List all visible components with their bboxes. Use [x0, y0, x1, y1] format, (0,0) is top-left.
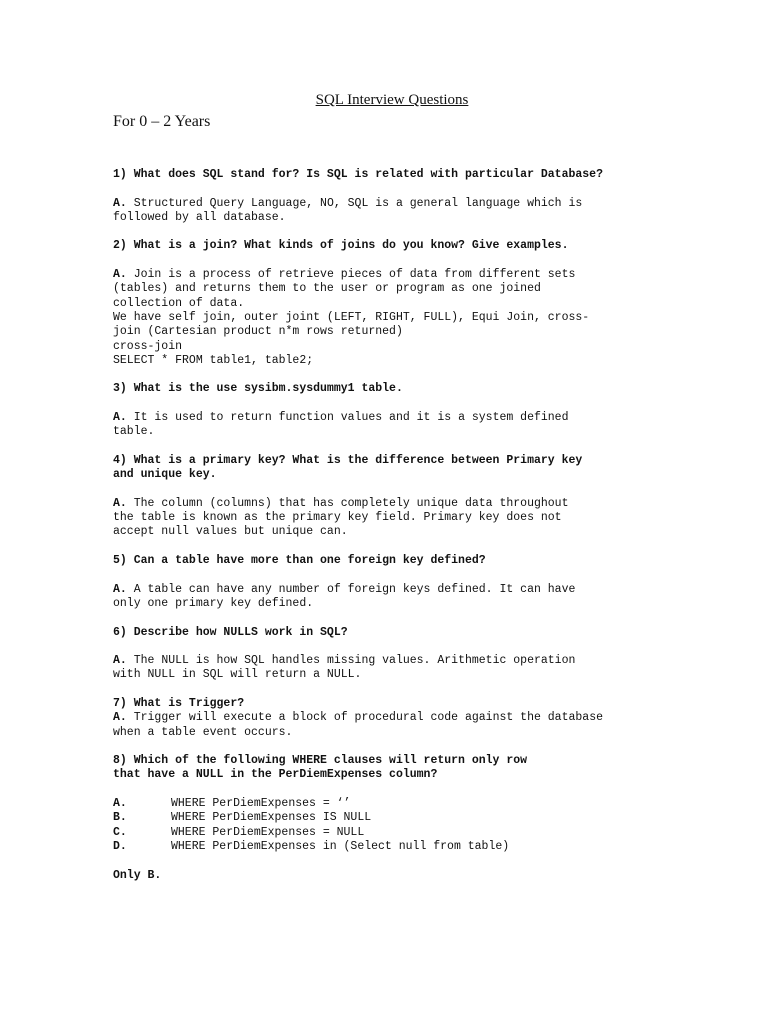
answer-line [113, 197, 673, 211]
qa-item-7 [113, 697, 673, 754]
option-text: WHERE PerDiemExpenses = ‘’ [171, 797, 351, 811]
answer-text: The column (columns) that has completely unique data throughout [126, 496, 569, 510]
answer-text: followed by all database. [113, 210, 286, 224]
question-text: and unique key. [113, 468, 217, 482]
question-text: 8) Which of the following WHERE clauses will return only row [113, 754, 528, 768]
answer-text: with NULL in SQL will return a NULL. [113, 668, 362, 682]
option-a [113, 797, 673, 811]
question-text: 1) What does SQL stand for? Is SQL is related with particular Database? [113, 168, 603, 181]
qa-item-8 [113, 754, 673, 883]
question-text: 4) What is a primary key? What is the difference between Primary key [113, 453, 583, 467]
question-text: 2) What is a join? What kinds of joins do you know? Give examples. [113, 239, 569, 253]
answer-text: only one primary key defined. [113, 596, 314, 610]
answer-text: collection of data. [113, 296, 245, 310]
qa-item-5 [113, 554, 673, 625]
answer-text: We have self join, outer joint (LEFT, RIGHT, FULL), Equi Join, cross- [113, 310, 590, 324]
question-text: 7) What is Trigger? [113, 696, 245, 710]
answer-text: Join is a process of retrieve pieces of data from different sets [126, 268, 576, 282]
document-title: SQL Interview Questions [315, 92, 469, 108]
answer-line [113, 268, 673, 282]
answer-label: A. [113, 268, 127, 282]
option-text: WHERE PerDiemExpenses in (Select null from table) [171, 839, 510, 853]
answer-text: Trigger will execute a block of procedural code against the database [126, 711, 603, 725]
qa-item-3 [113, 382, 673, 453]
option-text: WHERE PerDiemExpenses IS NULL [171, 811, 372, 825]
option-label: B. [113, 811, 127, 825]
qa-item-1 [113, 168, 673, 239]
question-text: that have a NULL in the PerDiemExpenses column? [113, 768, 438, 782]
answer-label: A. [113, 411, 127, 425]
answer-text: accept null values but unique can. [113, 525, 348, 539]
document-subtitle: For 0 – 2 Years [113, 113, 211, 130]
answer-label: A. [113, 711, 127, 725]
answer-text: Structured Query Language, NO, SQL is a general language which is [126, 196, 583, 210]
qa-item-2 [113, 239, 673, 382]
option-b [113, 811, 673, 825]
option-c [113, 826, 673, 840]
qa-item-6 [113, 626, 673, 697]
answer-text: A table can have any number of foreign keys defined. It can have [126, 582, 576, 596]
option-label: A. [113, 797, 127, 811]
answer-label: A. [113, 654, 127, 668]
answer-text: when a table event occurs. [113, 725, 293, 739]
qa-item-4 [113, 454, 673, 554]
answer-label: A. [113, 582, 127, 596]
qa-content [113, 168, 673, 883]
final-answer: Only B. [113, 868, 162, 882]
answer-line [113, 497, 673, 511]
answer-line [113, 583, 673, 597]
option-label: D. [113, 839, 127, 853]
answer-label: A. [113, 196, 127, 210]
answer-text: cross-join [113, 339, 183, 353]
answer-text: join (Cartesian product n*m rows returned) [113, 325, 403, 339]
answer-line [113, 411, 673, 425]
question-text: 6) Describe how NULLS work in SQL? [113, 625, 348, 639]
option-text: WHERE PerDiemExpenses = NULL [171, 825, 365, 839]
answer-text: the table is known as the primary key field. Primary key does not [113, 511, 562, 525]
answer-line [113, 654, 673, 668]
answer-label: A. [113, 496, 127, 510]
answer-text: The NULL is how SQL handles missing values. Arithmetic operation [126, 654, 576, 668]
question-text: 3) What is the use sysibm.sysdummy1 table. [113, 382, 403, 396]
question-text: 5) Can a table have more than one foreign key defined? [113, 554, 486, 568]
answer-text: It is used to return function values and it is a system defined [126, 411, 569, 425]
answer-line [113, 711, 673, 725]
answer-text: table. [113, 425, 155, 439]
option-label: C. [113, 825, 127, 839]
option-d [113, 840, 673, 854]
answer-text: (tables) and returns them to the user or program as one joined [113, 282, 541, 296]
answer-text: SELECT * FROM table1, table2; [113, 353, 314, 367]
